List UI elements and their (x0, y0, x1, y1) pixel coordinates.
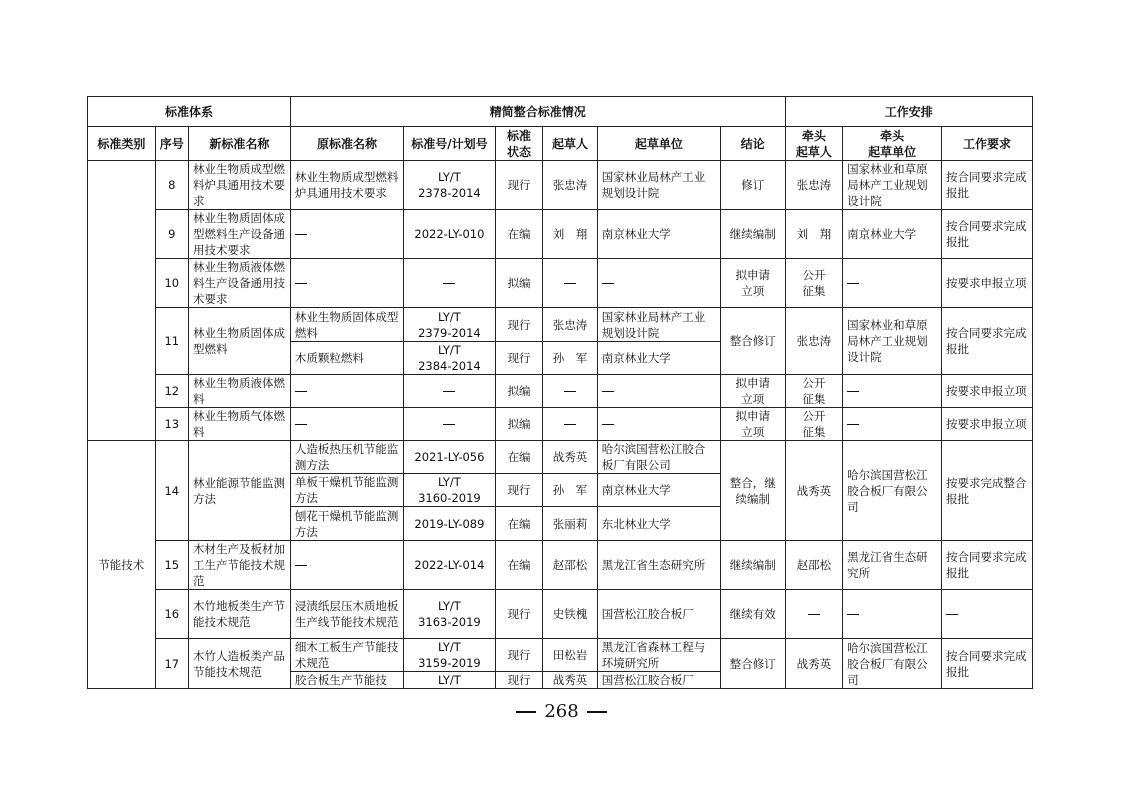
drafter-cell: 张忠涛 (543, 161, 598, 210)
seq-cell: 17 (155, 639, 188, 689)
dash-mark (602, 391, 614, 392)
conclusion-cell: 拟申请 立项 (720, 375, 785, 408)
table-row (88, 308, 1033, 342)
status-cell: 拟编 (495, 408, 542, 441)
table-row (88, 210, 1033, 259)
dash-mark (564, 391, 576, 392)
dash-mark (295, 283, 307, 284)
header-std-no: 标准号/计划号 (403, 127, 495, 161)
orig-name-cell: 细木工板生产节能技术规范 (290, 639, 403, 672)
orig-name-cell (290, 375, 403, 408)
dash-mark (602, 424, 614, 425)
std-no-cell: 2022-LY-010 (403, 210, 495, 259)
orig-name-cell: 浸渍纸层压木质地板生产线节能技术规范 (290, 590, 403, 639)
header-group-standard-system: 标准体系 (88, 97, 291, 127)
drafter-cell: 田松岩 (543, 639, 598, 672)
std-no-cell (403, 259, 495, 308)
group-header-row (88, 97, 1033, 127)
orig-name-cell (290, 259, 403, 308)
drafter-cell: 孙 军 (543, 474, 598, 507)
requirement-cell: 按要求完成整合报批 (942, 441, 1033, 541)
requirement-cell: 按合同要求完成报批 (942, 541, 1033, 590)
conclusion-cell: 继续编制 (720, 541, 785, 590)
std-no-cell: LY/T 2379-2014 (403, 308, 495, 342)
conclusion-cell: 继续编制 (720, 210, 785, 259)
std-no-cell: LY/T (403, 672, 495, 689)
page-number-dash-left (516, 711, 536, 713)
draft-unit-cell (597, 259, 720, 308)
orig-name-cell: 刨花干燥机节能监测方法 (290, 507, 403, 541)
drafter-cell: 张丽莉 (543, 507, 598, 541)
orig-name-cell (290, 210, 403, 259)
seq-cell: 12 (155, 375, 188, 408)
drafter-cell: 刘 翔 (543, 210, 598, 259)
std-no-cell: LY/T 3159-2019 (403, 639, 495, 672)
dash-mark (602, 283, 614, 284)
std-no-cell: 2022-LY-014 (403, 541, 495, 590)
orig-name-cell: 单板干燥机节能监测方法 (290, 474, 403, 507)
table-row (88, 259, 1033, 308)
category-cell-blank (88, 161, 156, 441)
seq-cell: 8 (155, 161, 188, 210)
lead-unit-cell (843, 375, 942, 408)
header-seq: 序号 (155, 127, 188, 161)
drafter-cell: 张忠涛 (543, 308, 598, 342)
dash-mark (295, 234, 307, 235)
new-name-cell: 木竹地板类生产节能技术规范 (188, 590, 290, 639)
table-row (88, 375, 1033, 408)
lead-unit-cell: 国家林业和草原局林产工业规划设计院 (843, 308, 942, 375)
status-cell: 拟编 (495, 375, 542, 408)
draft-unit-cell: 南京林业大学 (597, 474, 720, 507)
seq-cell: 9 (155, 210, 188, 259)
seq-cell: 11 (155, 308, 188, 375)
std-no-cell: LY/T 2384-2014 (403, 342, 495, 375)
status-cell: 在编 (495, 507, 542, 541)
status-cell: 现行 (495, 342, 542, 375)
orig-name-cell: 林业生物质固体成型燃料 (290, 308, 403, 342)
lead-unit-cell (843, 590, 942, 639)
draft-unit-cell (597, 408, 720, 441)
table-row (88, 639, 1033, 672)
status-cell: 现行 (495, 590, 542, 639)
dash-mark (847, 424, 859, 425)
seq-cell: 10 (155, 259, 188, 308)
dash-mark (847, 283, 859, 284)
lead-drafter-cell (785, 590, 843, 639)
page-number: 268 (544, 701, 579, 722)
new-name-cell: 林业生物质固体成型燃料 (188, 308, 290, 375)
orig-name-cell: 林业生物质成型燃料炉具通用技术要求 (290, 161, 403, 210)
requirement-cell: 按要求申报立项 (942, 259, 1033, 308)
header-group-consolidation: 精简整合标准情况 (290, 97, 785, 127)
page-footer (0, 701, 1123, 722)
dash-mark (847, 614, 859, 615)
requirement-cell: 按合同要求完成报批 (942, 210, 1033, 259)
dash-mark (564, 283, 576, 284)
table-row (88, 590, 1033, 639)
table-row (88, 408, 1033, 441)
draft-unit-cell (597, 375, 720, 408)
seq-cell: 14 (155, 441, 188, 541)
standards-table (87, 96, 1033, 689)
dash-mark (295, 424, 307, 425)
status-cell: 现行 (495, 308, 542, 342)
drafter-cell: 战秀英 (543, 441, 598, 474)
column-header-row (88, 127, 1033, 161)
lead-drafter-cell: 公开 征集 (785, 408, 843, 441)
new-name-cell: 木材生产及板材加工生产节能技术规范 (188, 541, 290, 590)
header-category: 标准类别 (88, 127, 156, 161)
table-row (88, 541, 1033, 590)
status-cell: 现行 (495, 474, 542, 507)
std-no-cell (403, 375, 495, 408)
orig-name-cell: 胶合板生产节能技 (290, 672, 403, 689)
lead-unit-cell: 黑龙江省生态研究所 (843, 541, 942, 590)
requirement-cell: 按合同要求完成报批 (942, 161, 1033, 210)
new-name-cell: 林业生物质成型燃料炉具通用技术要求 (188, 161, 290, 210)
orig-name-cell (290, 541, 403, 590)
draft-unit-cell: 哈尔滨国营松江胶合板厂有限公司 (597, 441, 720, 474)
draft-unit-cell: 国营松江胶合板厂 (597, 672, 720, 689)
conclusion-cell: 继续有效 (720, 590, 785, 639)
lead-drafter-cell: 赵邵松 (785, 541, 843, 590)
drafter-cell: 赵邵松 (543, 541, 598, 590)
std-no-cell: LY/T 3163-2019 (403, 590, 495, 639)
drafter-cell: 孙 军 (543, 342, 598, 375)
conclusion-cell: 整合，继续编制 (720, 441, 785, 541)
dash-mark (564, 424, 576, 425)
drafter-cell (543, 408, 598, 441)
status-cell: 在编 (495, 541, 542, 590)
status-cell: 拟编 (495, 259, 542, 308)
drafter-cell: 史铁槐 (543, 590, 598, 639)
lead-unit-cell: 国家林业和草原局林产工业规划设计院 (843, 161, 942, 210)
header-draft-unit: 起草单位 (597, 127, 720, 161)
table-row (88, 441, 1033, 474)
lead-unit-cell (843, 259, 942, 308)
draft-unit-cell: 黑龙江省生态研究所 (597, 541, 720, 590)
new-name-cell: 林业能源节能监测方法 (188, 441, 290, 541)
new-name-cell: 林业生物质固体成型燃料生产设备通用技术要求 (188, 210, 290, 259)
lead-drafter-cell: 战秀英 (785, 639, 843, 689)
draft-unit-cell: 南京林业大学 (597, 342, 720, 375)
orig-name-cell: 木质颗粒燃料 (290, 342, 403, 375)
new-name-cell: 林业生物质气体燃料 (188, 408, 290, 441)
requirement-cell: 按合同要求完成报批 (942, 639, 1033, 689)
status-cell: 现行 (495, 672, 542, 689)
drafter-cell (543, 375, 598, 408)
conclusion-cell: 拟申请 立项 (720, 408, 785, 441)
lead-unit-cell: 哈尔滨国营松江胶合板厂有限公司 (843, 441, 942, 541)
conclusion-cell: 整合修订 (720, 308, 785, 375)
seq-cell: 16 (155, 590, 188, 639)
lead-unit-cell: 哈尔滨国营松江胶合板厂有限公司 (843, 639, 942, 689)
dash-mark (295, 391, 307, 392)
draft-unit-cell: 国营松江胶合板厂 (597, 590, 720, 639)
new-name-cell: 林业生物质液体燃料生产设备通用技术要求 (188, 259, 290, 308)
std-no-cell: LY/T 3160-2019 (403, 474, 495, 507)
header-group-work-plan: 工作安排 (785, 97, 1032, 127)
header-conclusion: 结论 (720, 127, 785, 161)
seq-cell: 13 (155, 408, 188, 441)
drafter-cell (543, 259, 598, 308)
header-lead-drafter: 牵头 起草人 (785, 127, 843, 161)
dash-mark (847, 391, 859, 392)
new-name-cell: 木竹人造板类产品节能技术规范 (188, 639, 290, 689)
draft-unit-cell: 国家林业局林产工业规划设计院 (597, 161, 720, 210)
lead-drafter-cell: 张忠涛 (785, 161, 843, 210)
orig-name-cell (290, 408, 403, 441)
lead-drafter-cell: 刘 翔 (785, 210, 843, 259)
draft-unit-cell: 东北林业大学 (597, 507, 720, 541)
requirement-cell: 按要求申报立项 (942, 408, 1033, 441)
std-no-cell (403, 408, 495, 441)
draft-unit-cell: 国家林业局林产工业规划设计院 (597, 308, 720, 342)
lead-drafter-cell: 战秀英 (785, 441, 843, 541)
table-row (88, 161, 1033, 210)
std-no-cell: 2021-LY-056 (403, 441, 495, 474)
draft-unit-cell: 南京林业大学 (597, 210, 720, 259)
category-cell: 节能技术 (88, 441, 156, 689)
draft-unit-cell: 黑龙江省森林工程与环境研究所 (597, 639, 720, 672)
status-cell: 现行 (495, 161, 542, 210)
header-requirement: 工作要求 (942, 127, 1033, 161)
dash-mark (443, 391, 455, 392)
requirement-cell: 按合同要求完成报批 (942, 308, 1033, 375)
page-number-dash-right (587, 711, 607, 713)
conclusion-cell: 拟申请 立项 (720, 259, 785, 308)
header-drafter: 起草人 (543, 127, 598, 161)
status-cell: 现行 (495, 639, 542, 672)
lead-drafter-cell: 公开 征集 (785, 375, 843, 408)
dash-mark (295, 565, 307, 566)
status-cell: 在编 (495, 210, 542, 259)
drafter-cell: 战秀英 (543, 672, 598, 689)
dash-mark (946, 614, 958, 615)
header-new-name: 新标准名称 (188, 127, 290, 161)
std-no-cell: LY/T 2378-2014 (403, 161, 495, 210)
requirement-cell: 按要求申报立项 (942, 375, 1033, 408)
lead-unit-cell: 南京林业大学 (843, 210, 942, 259)
lead-drafter-cell: 张忠涛 (785, 308, 843, 375)
requirement-cell (942, 590, 1033, 639)
std-no-cell: 2019-LY-089 (403, 507, 495, 541)
conclusion-cell: 整合修订 (720, 639, 785, 689)
conclusion-cell: 修订 (720, 161, 785, 210)
header-orig-name: 原标准名称 (290, 127, 403, 161)
dash-mark (808, 614, 820, 615)
orig-name-cell: 人造板热压机节能监测方法 (290, 441, 403, 474)
lead-unit-cell (843, 408, 942, 441)
seq-cell: 15 (155, 541, 188, 590)
header-lead-unit: 牵头 起草单位 (843, 127, 942, 161)
dash-mark (443, 283, 455, 284)
new-name-cell: 林业生物质液体燃料 (188, 375, 290, 408)
lead-drafter-cell: 公开 征集 (785, 259, 843, 308)
status-cell: 在编 (495, 441, 542, 474)
dash-mark (443, 424, 455, 425)
header-status: 标准 状态 (495, 127, 542, 161)
